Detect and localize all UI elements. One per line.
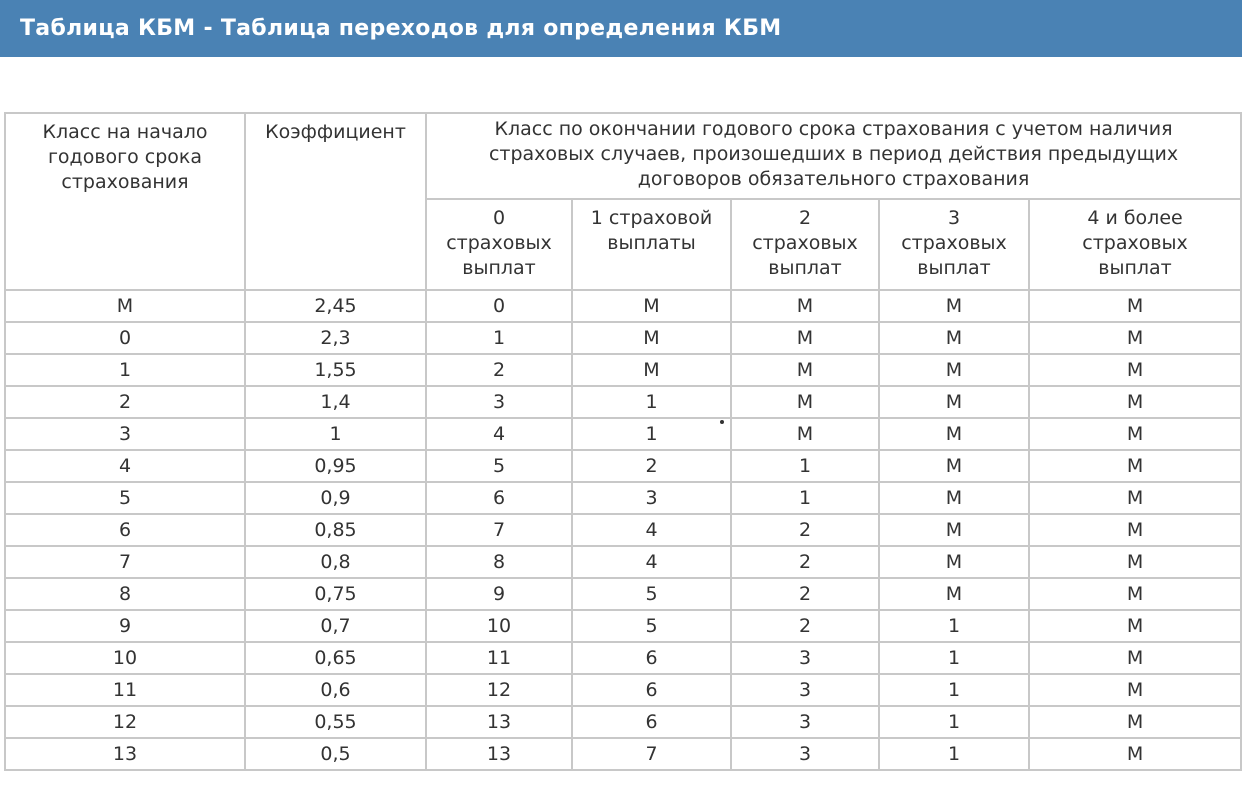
cell-payouts-1: М	[572, 290, 731, 322]
kbm-transition-table	[4, 112, 1242, 771]
cell-coefficient: 0,85	[245, 514, 426, 546]
table-row	[5, 642, 1241, 674]
table-row	[5, 738, 1241, 770]
cell-payouts-2: 2	[731, 546, 879, 578]
header-payouts-0: 0 страховых выплат	[426, 199, 572, 290]
cell-payouts-1: 4	[572, 514, 731, 546]
cell-payouts-4-plus: М	[1029, 706, 1241, 738]
table-row	[5, 450, 1241, 482]
cell-payouts-1: 5	[572, 610, 731, 642]
cell-payouts-4-plus: М	[1029, 674, 1241, 706]
cell-coefficient: 2,3	[245, 322, 426, 354]
header-payouts-3: 3 страховых выплат	[879, 199, 1029, 290]
cell-payouts-3: 1	[879, 642, 1029, 674]
cell-payouts-3: М	[879, 546, 1029, 578]
cell-payouts-1: 6	[572, 706, 731, 738]
cell-payouts-1: 1	[572, 418, 731, 450]
header-payouts-4-plus: 4 и более страховых выплат	[1029, 199, 1241, 290]
cell-payouts-0: 12	[426, 674, 572, 706]
cell-payouts-2: 3	[731, 674, 879, 706]
cell-payouts-0: 11	[426, 642, 572, 674]
cell-payouts-3: М	[879, 578, 1029, 610]
cell-payouts-2: 1	[731, 450, 879, 482]
cell-payouts-3: М	[879, 450, 1029, 482]
table-row	[5, 674, 1241, 706]
cell-payouts-3: М	[879, 482, 1029, 514]
cell-payouts-2: 3	[731, 642, 879, 674]
header-payouts-1: 1 страховой выплаты	[572, 199, 731, 290]
table-row	[5, 610, 1241, 642]
title-bar	[0, 0, 1242, 57]
cell-payouts-3: М	[879, 290, 1029, 322]
cell-payouts-4-plus: М	[1029, 642, 1241, 674]
cell-coefficient: 2,45	[245, 290, 426, 322]
cell-payouts-2: 2	[731, 610, 879, 642]
cell-payouts-4-plus: М	[1029, 578, 1241, 610]
cell-payouts-3: М	[879, 322, 1029, 354]
cell-payouts-1: 7	[572, 738, 731, 770]
cell-payouts-3: М	[879, 514, 1029, 546]
cell-payouts-4-plus: М	[1029, 514, 1241, 546]
cell-payouts-2: 3	[731, 738, 879, 770]
cell-payouts-0: 13	[426, 738, 572, 770]
cell-class-start: 0	[5, 322, 245, 354]
cell-payouts-4-plus: М	[1029, 354, 1241, 386]
cell-coefficient: 0,95	[245, 450, 426, 482]
cell-class-start: 12	[5, 706, 245, 738]
cell-payouts-4-plus: М	[1029, 738, 1241, 770]
table-row	[5, 354, 1241, 386]
cell-coefficient: 0,55	[245, 706, 426, 738]
cell-class-start: 2	[5, 386, 245, 418]
table-row	[5, 386, 1241, 418]
cell-payouts-1: 6	[572, 674, 731, 706]
cell-class-start: 9	[5, 610, 245, 642]
cell-payouts-1: 6	[572, 642, 731, 674]
table-row	[5, 514, 1241, 546]
cell-payouts-4-plus: М	[1029, 322, 1241, 354]
cell-class-start: 7	[5, 546, 245, 578]
cell-payouts-0: 7	[426, 514, 572, 546]
table-row	[5, 322, 1241, 354]
cell-payouts-4-plus: М	[1029, 290, 1241, 322]
cell-payouts-1: 2	[572, 450, 731, 482]
cell-class-start: 3	[5, 418, 245, 450]
table-row	[5, 418, 1241, 450]
header-payouts-2: 2 страховых выплат	[731, 199, 879, 290]
cell-payouts-3: 1	[879, 674, 1029, 706]
cell-coefficient: 1,4	[245, 386, 426, 418]
cell-payouts-0: 9	[426, 578, 572, 610]
cell-class-start: 8	[5, 578, 245, 610]
table-row	[5, 578, 1241, 610]
cell-payouts-2: 2	[731, 578, 879, 610]
cell-payouts-1: М	[572, 354, 731, 386]
cell-payouts-0: 0	[426, 290, 572, 322]
cell-coefficient: 0,65	[245, 642, 426, 674]
cell-payouts-0: 8	[426, 546, 572, 578]
cell-payouts-0: 2	[426, 354, 572, 386]
cell-payouts-1: 4	[572, 546, 731, 578]
cell-payouts-0: 13	[426, 706, 572, 738]
cell-payouts-0: 6	[426, 482, 572, 514]
cell-payouts-0: 1	[426, 322, 572, 354]
cell-payouts-4-plus: М	[1029, 386, 1241, 418]
cell-payouts-4-plus: М	[1029, 450, 1241, 482]
cell-payouts-0: 3	[426, 386, 572, 418]
cell-payouts-2: 1	[731, 482, 879, 514]
cell-payouts-2: М	[731, 418, 879, 450]
cell-payouts-3: 1	[879, 738, 1029, 770]
cell-coefficient: 0,75	[245, 578, 426, 610]
cell-payouts-2: М	[731, 290, 879, 322]
cell-class-start: 4	[5, 450, 245, 482]
cell-payouts-4-plus: М	[1029, 418, 1241, 450]
cell-payouts-0: 5	[426, 450, 572, 482]
cell-payouts-3: 1	[879, 610, 1029, 642]
cell-payouts-0: 4	[426, 418, 572, 450]
cell-class-start: 10	[5, 642, 245, 674]
header-coefficient: Коэффициент	[245, 113, 426, 290]
cell-coefficient: 1,55	[245, 354, 426, 386]
table-row	[5, 290, 1241, 322]
cell-payouts-2: М	[731, 354, 879, 386]
cell-payouts-2: М	[731, 386, 879, 418]
cell-class-start: 11	[5, 674, 245, 706]
page-title: Таблица КБМ - Таблица переходов для определения КБМ	[20, 16, 782, 41]
cell-payouts-2: М	[731, 322, 879, 354]
table-body	[5, 290, 1241, 770]
cell-class-start: М	[5, 290, 245, 322]
cell-payouts-1: 3	[572, 482, 731, 514]
table-row	[5, 546, 1241, 578]
cell-payouts-1: 5	[572, 578, 731, 610]
cell-payouts-4-plus: М	[1029, 546, 1241, 578]
cell-payouts-0: 10	[426, 610, 572, 642]
cell-coefficient: 0,9	[245, 482, 426, 514]
header-class-start: Класс на начало годового срока страхования	[5, 113, 245, 290]
cell-coefficient: 0,8	[245, 546, 426, 578]
cell-payouts-3: М	[879, 354, 1029, 386]
table-row	[5, 706, 1241, 738]
header-class-end: Класс по окончании годового срока страхования с учетом наличия страховых случаев, произошедших в период действия предыдущих договоров обязательного страхования	[426, 113, 1241, 199]
cell-payouts-1: 1	[572, 386, 731, 418]
cell-class-start: 5	[5, 482, 245, 514]
cell-payouts-1: М	[572, 322, 731, 354]
cell-coefficient: 0,6	[245, 674, 426, 706]
cell-payouts-2: 3	[731, 706, 879, 738]
cell-class-start: 6	[5, 514, 245, 546]
cell-payouts-4-plus: М	[1029, 482, 1241, 514]
cell-payouts-2: 2	[731, 514, 879, 546]
cell-payouts-3: 1	[879, 706, 1029, 738]
header-row-main	[5, 113, 1241, 199]
cell-class-start: 1	[5, 354, 245, 386]
cell-payouts-4-plus: М	[1029, 610, 1241, 642]
cell-coefficient: 0,5	[245, 738, 426, 770]
cell-coefficient: 0,7	[245, 610, 426, 642]
cell-coefficient: 1	[245, 418, 426, 450]
cell-class-start: 13	[5, 738, 245, 770]
cell-payouts-3: М	[879, 418, 1029, 450]
cell-payouts-3: М	[879, 386, 1029, 418]
table-row	[5, 482, 1241, 514]
